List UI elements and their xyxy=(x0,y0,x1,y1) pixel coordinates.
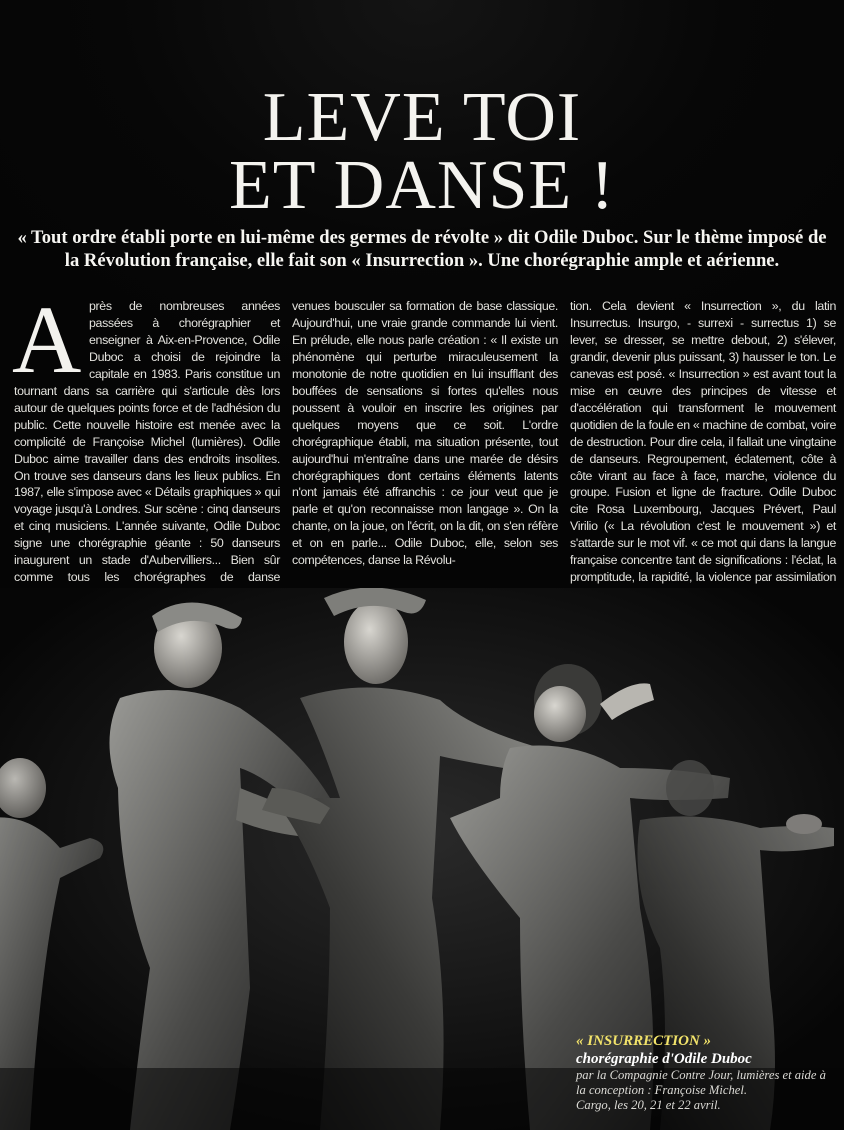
column-3: tion. Cela devient « Insurrection », du latin Insurrectus. Insurgo, - surrexi - surrectus 1) se lever, se dresser, se mettre debout, 2) s'élever, grandir, devenir plus puissant, 3) hausser le ton. Le canevas est posé. « Insurrection » est avant tout la mise en œuvre des principes de vitesse et d'accélération qui transforment le mouvement quotidien de la foule en « machine de combat, voire de destruction. Pour dire cela, il fallait une vingtaine de danseurs. Regroupement, éclatement, côte à côte virant au face à face, marche, violence du groupe. Fusion et ligne de fracture. Odile Duboc cite Rosa Luxembourg, Jacques Prévert, Paul Virilio (« La révolution c'est le mouvement ») et s'attarde sur le mot vif. « ce mot qui dans la langue française concentre tant de significations : l'éclat, la promptitude, la rapidité, la violence par assimilation xyxy=(570,299,836,585)
article-body xyxy=(12,286,836,603)
title-line-2: ET DANSE ! xyxy=(229,147,615,224)
caption-subtitle: chorégraphie d'Odile Duboc xyxy=(576,1051,752,1067)
column-1-text: près de nombreuses années passées à chorégraphier et enseigner à Aix-en-Provence, Odile Duboc a choisi de rejoindre la capitale en 1983. Paris constitue un tournant dans sa carrière qui s'articule dès lors autour de quelques points force et de l'adhésion du public. Cette nouvelle histoire est menée avec la complicité de Françoise Michel (lumières). Odile Duboc aime travailler dans des endroits insolites. On trouve ses danseurs dans les lieux publics. En 1987, elle s'impose avec « Détails graphiques » qui voyage jusqu'à Londres. Sur scène : cinq danseurs et cinq musiciens. L'année suivante, Odile Duboc signe une chorégraphie géante : 50 danseurs inaugurent un stade d'Aubervilliers... Bien sûr comme tous les chorégraphes de danse xyxy=(14,299,280,585)
photo-caption xyxy=(576,1032,836,1114)
caption-title: « INSURRECTION » xyxy=(576,1033,712,1049)
caption-dates: Cargo, les 20, 21 et 22 avril. xyxy=(576,1098,721,1113)
drop-cap: A xyxy=(12,286,81,393)
article-lede: « Tout ordre établi porte en lui-même des germes de révolte » dit Odile Duboc. Sur le thème imposé de la Révolution française, elle fait son « Insurrection ». Une chorégraphie ample et aérienne. xyxy=(17,227,827,271)
title-line-1: LEVE TOI xyxy=(262,79,582,156)
article-title xyxy=(0,79,844,224)
column-2: venues bousculer sa formation de base classique. Aujourd'hui, une vraie grande commande lui vient. En prélude, elle nous parle création : « Il existe un phénomène qui perturbe miraculeusement la monotonie de notre quotidien en lui insufflant des bouffées de sensations si fortes qu'elles nous poussent à vouloir en inscrire les origines par quelques moyens que ce soit. L'ordre chorégraphique établi, ma situation présente, tout aujourd'hui m'entraîne dans une marée de désirs chorégraphiques dont certains éléments latents n'ont jamais été affranchis : ce jour veut que je parle et qu'on reconnaisse mon langage ». On la chante, on la joue, on l'écrit, on la dit, on s'en réfère et on en parle... Odile Duboc, elle, selon ses compétences, danse la Révolu- xyxy=(292,299,558,568)
caption-credits: par la Compagnie Contre Jour, lumières et aide à la conception : Françoise Michel. xyxy=(576,1068,826,1098)
